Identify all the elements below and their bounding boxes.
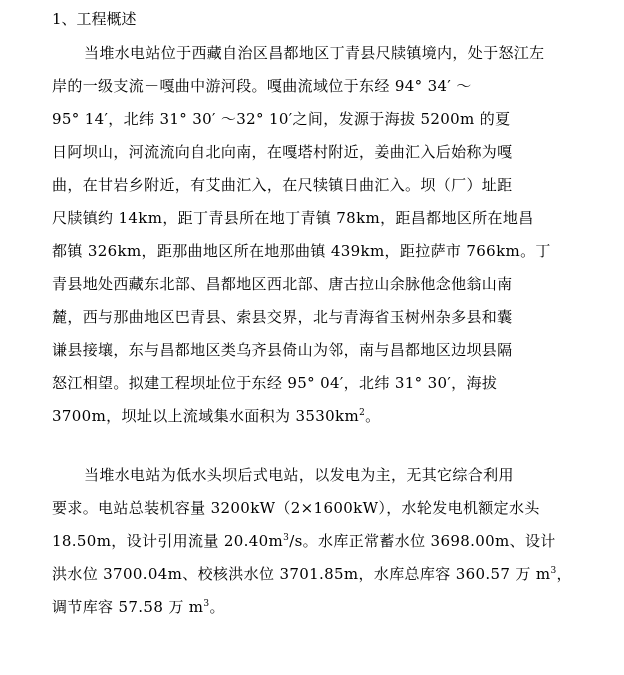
paragraph-2-line-5-text-b: 。 bbox=[209, 598, 225, 616]
paragraph-1-final-period: 。 bbox=[365, 407, 381, 425]
paragraph-1-line-1: 当堆水电站位于西藏自治区昌都地区丁青县尺牍镇境内，处于怒江左 bbox=[84, 44, 545, 62]
paragraph-2-line-5-text-a: 调节库容 57.58 万 m bbox=[52, 598, 204, 616]
paragraph-2-line-5 bbox=[52, 596, 225, 618]
paragraph-2-line-4-text-b: ， bbox=[556, 565, 572, 583]
paragraph-2-line-2: 要求。电站总装机容量 3200kW（2×1600kW），水轮发电机额定水头 bbox=[52, 499, 540, 517]
paragraph-1-line-11: 怒江相望。拟建工程坝址位于东经 95° 04′，北纬 31° 30′，海拔 bbox=[52, 374, 498, 392]
cubed-superscript-regulating: 3 bbox=[203, 599, 210, 609]
paragraph-2-line-3-text-b: /s。水库正常蓄水位 3698.00m、设计 bbox=[289, 532, 556, 550]
paragraph-1-line-4: 日阿坝山，河流流向自北向南，在嘎塔村附近，姜曲汇入后始称为嘎 bbox=[52, 143, 513, 161]
paragraph-2-line-4 bbox=[52, 563, 572, 585]
paragraph-1-line-8: 青县地处西藏东北部、昌都地区西北部、唐古拉山余脉他念他翁山南 bbox=[52, 275, 513, 293]
paragraph-1-line-7: 都镇 326km，距那曲地区所在地那曲镇 439km，距拉萨市 766km。丁 bbox=[52, 242, 551, 260]
section-heading: 1、工程概述 bbox=[52, 10, 137, 28]
paragraph-1-line-6: 尺牍镇约 14km，距丁青县所在地丁青镇 78km，距昌都地区所在地昌 bbox=[52, 209, 534, 227]
paragraph-1-line-2: 岸的一级支流－嘎曲中游河段。嘎曲流域位于东经 94° 34′ ～ bbox=[52, 77, 472, 95]
cubed-superscript-storage: 3 bbox=[550, 566, 557, 576]
paragraph-1-line-12 bbox=[52, 405, 381, 427]
paragraph-2-line-3-text-a: 18.50m，设计引用流量 20.40m bbox=[52, 532, 284, 550]
paragraph-1-line-3: 95° 14′，北纬 31° 30′ ～32° 10′之间，发源于海拔 5200m 的夏 bbox=[52, 110, 511, 128]
paragraph-2-line-4-text-a: 洪水位 3700.04m、校核洪水位 3701.85m，水库总库容 360.57 万 m bbox=[52, 565, 551, 583]
cubed-superscript-flow: 3 bbox=[283, 533, 290, 543]
paragraph-1-line-5: 曲，在甘岩乡附近，有艾曲汇入，在尺犊镇日曲汇入。坝（厂）址距 bbox=[52, 176, 513, 194]
paragraph-1-line-9: 麓，西与那曲地区巴青县、索县交界，北与青海省玉树州杂多县和囊 bbox=[52, 308, 513, 326]
paragraph-1-line-10: 谦县接壤，东与昌都地区类乌齐县倚山为邻，南与昌都地区边坝县隔 bbox=[52, 341, 513, 359]
squared-superscript: 2 bbox=[359, 408, 366, 418]
paragraph-1-line-12-text: 3700m，坝址以上流域集水面积为 3530km bbox=[52, 407, 360, 425]
paragraph-2-line-1: 当堆水电站为低水头坝后式电站，以发电为主，无其它综合利用 bbox=[84, 466, 514, 484]
paragraph-2-line-3 bbox=[52, 530, 556, 552]
